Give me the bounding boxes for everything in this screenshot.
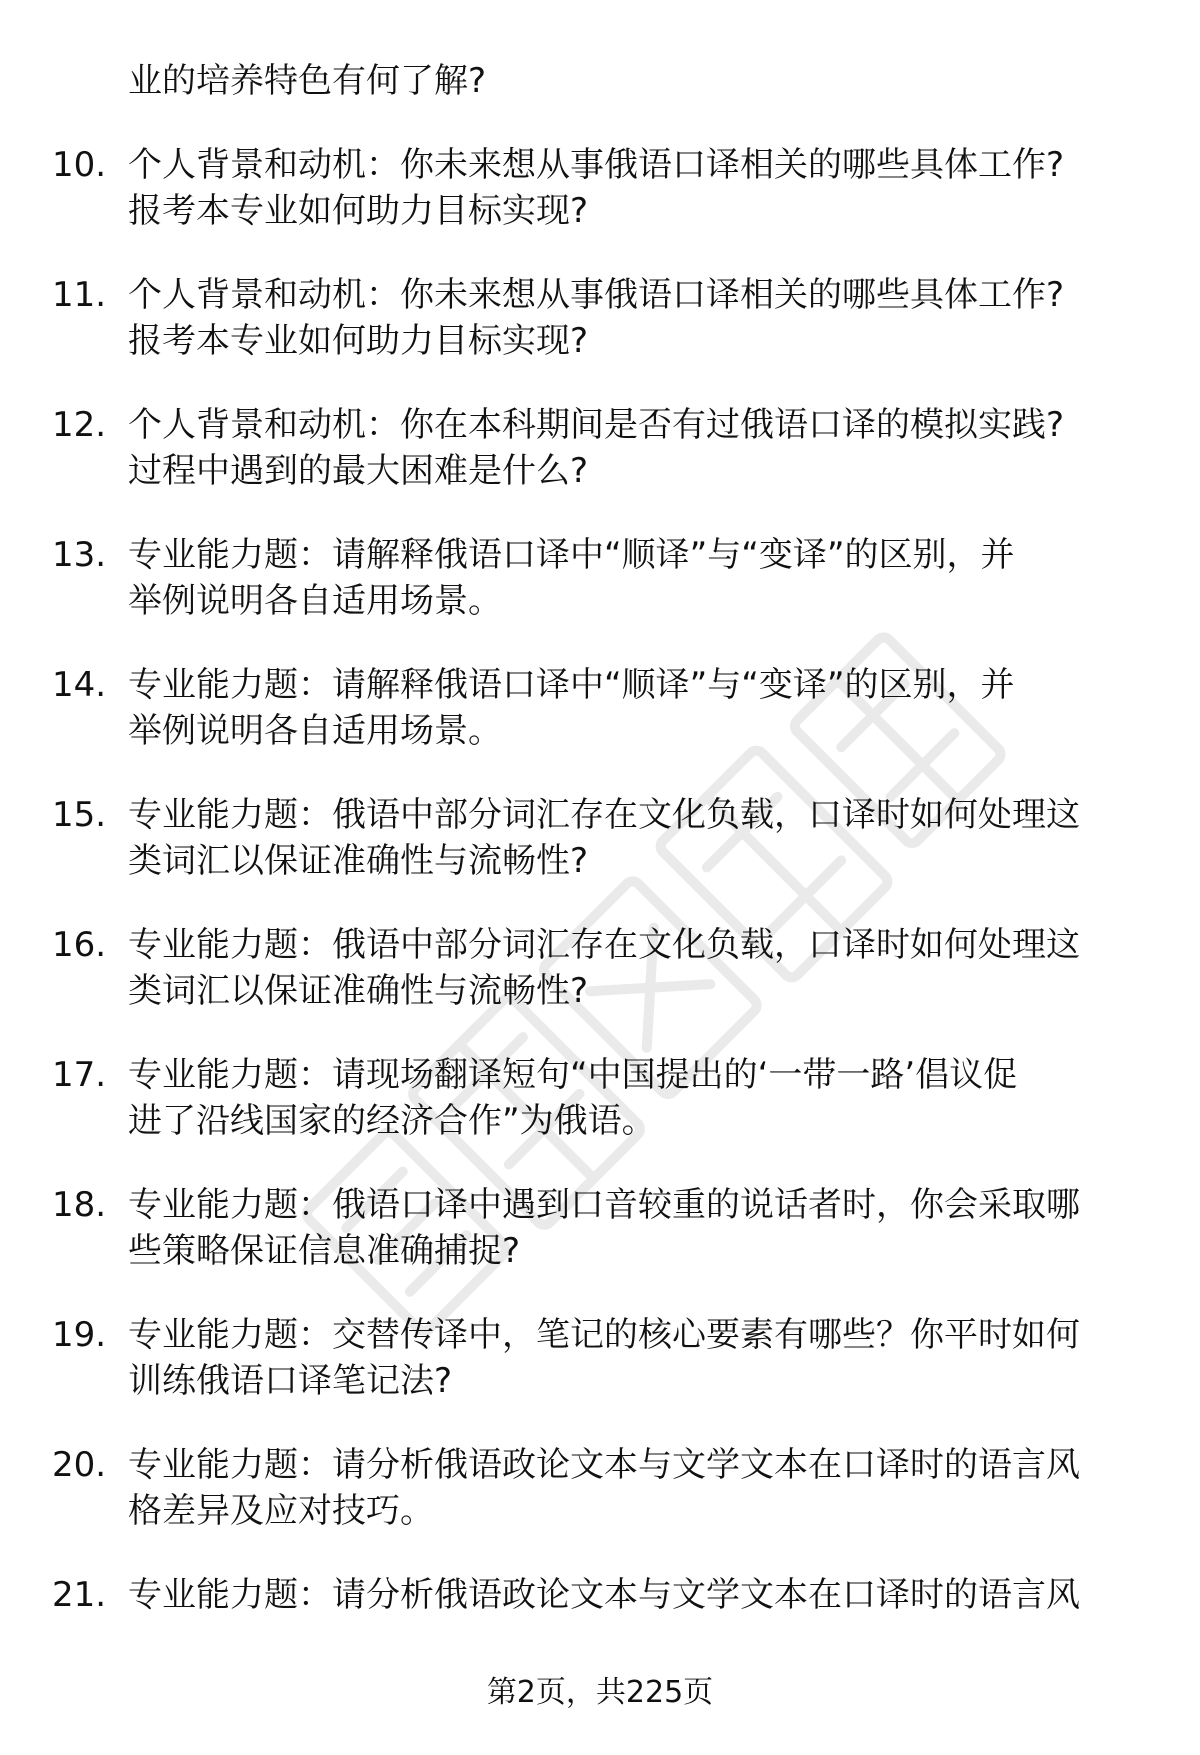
question-line: 类词汇以保证准确性与流畅性? <box>128 971 589 1011</box>
question-line: 举例说明各自适用场景。 <box>128 711 502 751</box>
question-text <box>128 1442 1138 1534</box>
question-item <box>0 532 1200 624</box>
question-line: 专业能力题：俄语中部分词汇存在文化负载，口译时如何处理这 <box>128 795 1080 835</box>
question-number: 12. <box>52 405 107 445</box>
question-number: 14. <box>52 665 107 705</box>
question-number: 13. <box>52 535 107 575</box>
question-number: 16. <box>52 925 107 965</box>
question-number: 19. <box>52 1315 107 1355</box>
question-item <box>0 792 1200 884</box>
question-number: 10. <box>52 145 107 185</box>
question-text <box>128 922 1138 1014</box>
question-text <box>128 272 1138 364</box>
question-item <box>0 1312 1200 1404</box>
question-line: 个人背景和动机：你未来想从事俄语口译相关的哪些具体工作? <box>128 275 1065 315</box>
page-number-footer: 第2页，共225页 <box>486 1675 714 1710</box>
question-number: 15. <box>52 795 107 835</box>
question-number: 18. <box>52 1185 107 1225</box>
question-line: 个人背景和动机：你未来想从事俄语口译相关的哪些具体工作? <box>128 145 1065 185</box>
question-item <box>0 1572 1200 1618</box>
question-list <box>0 58 1200 1618</box>
question-item <box>0 1052 1200 1144</box>
question-line: 专业能力题：请分析俄语政论文本与文学文本在口译时的语言风 <box>128 1575 1080 1615</box>
question-line: 进了沿线国家的经济合作”为俄语。 <box>128 1101 656 1141</box>
question-line: 专业能力题：请现场翻译短句“中国提出的‘一带一路’倡议促 <box>128 1055 1018 1095</box>
question-text <box>128 402 1138 494</box>
question-line: 个人背景和动机：你在本科期间是否有过俄语口译的模拟实践? <box>128 405 1065 445</box>
question-line: 类词汇以保证准确性与流畅性? <box>128 841 589 881</box>
question-item <box>0 922 1200 1014</box>
question-number: 21. <box>52 1575 107 1615</box>
question-item <box>0 402 1200 494</box>
question-line: 训练俄语口译笔记法? <box>128 1361 453 1401</box>
question-text <box>128 1182 1138 1274</box>
question-item <box>0 1442 1200 1534</box>
question-item <box>0 1182 1200 1274</box>
question-text <box>128 532 1138 624</box>
question-text <box>128 1572 1138 1618</box>
question-line: 专业能力题：俄语口译中遇到口音较重的说话者时，你会采取哪 <box>128 1185 1080 1225</box>
question-line: 报考本专业如何助力目标实现? <box>128 191 589 231</box>
question-line: 专业能力题：俄语中部分词汇存在文化负载，口译时如何处理这 <box>128 925 1080 965</box>
question-item <box>0 662 1200 754</box>
question-text <box>128 1052 1138 1144</box>
question-text <box>128 792 1138 884</box>
question-text <box>128 1312 1138 1404</box>
question-line: 过程中遇到的最大困难是什么? <box>128 451 589 491</box>
question-line: 举例说明各自适用场景。 <box>128 581 502 621</box>
question-text <box>128 142 1138 234</box>
question-line: 格差异及应对技巧。 <box>128 1491 434 1531</box>
question-number: 17. <box>52 1055 107 1095</box>
question-item <box>0 142 1200 234</box>
question-line: 报考本专业如何助力目标实现? <box>128 321 589 361</box>
question-text <box>128 662 1138 754</box>
question-line: 些策略保证信息准确捕捉? <box>128 1231 521 1271</box>
question-item <box>0 272 1200 364</box>
question-line: 专业能力题：交替传译中，笔记的核心要素有哪些？你平时如何 <box>128 1315 1080 1355</box>
question-number: 20. <box>52 1445 107 1485</box>
question-line: 专业能力题：请分析俄语政论文本与文学文本在口译时的语言风 <box>128 1445 1080 1485</box>
question-line: 专业能力题：请解释俄语口译中“顺译”与“变译”的区别，并 <box>128 535 1015 575</box>
question-line: 专业能力题：请解释俄语口译中“顺译”与“变译”的区别，并 <box>128 665 1015 705</box>
continuation-line: 业的培养特色有何了解? <box>128 61 487 101</box>
question-number: 11. <box>52 275 107 315</box>
